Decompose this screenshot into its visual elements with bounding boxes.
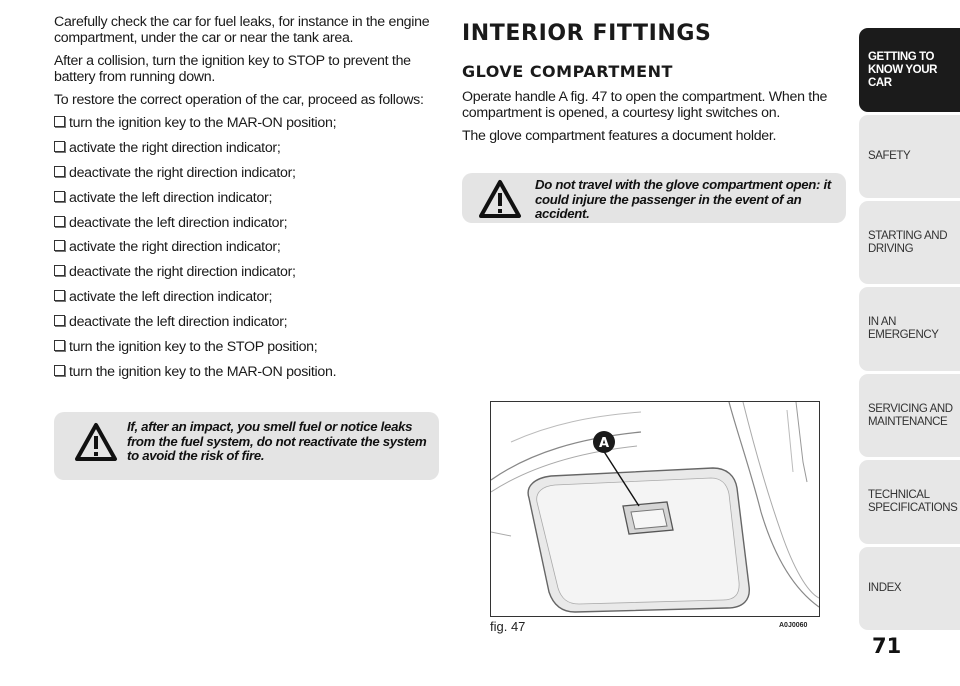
page-number: 71 (872, 634, 902, 658)
list-item: turn the ignition key to the MAR-ON position. (54, 364, 444, 380)
paragraph: Carefully check the car for fuel leaks, for instance in the engine compartment, under the car or near the tank area. (54, 14, 430, 46)
warning-text: Do not travel with the glove compartment open: it could injure the passenger in the event of an accident. (535, 177, 831, 221)
paragraph: The glove compartment features a document holder. (462, 128, 777, 144)
tab-servicing-and-maintenance[interactable]: SERVICING AND MAINTENANCE (859, 374, 960, 457)
glove-compartment-illustration (490, 401, 820, 617)
checkbox-bullet-icon (54, 240, 65, 251)
list-item: deactivate the right direction indicator; (54, 264, 444, 280)
tab-starting-and-driving[interactable]: STARTING AND DRIVING (859, 201, 960, 284)
paragraph: After a collision, turn the ignition key to STOP to prevent the battery from running down. (54, 53, 411, 85)
checkbox-bullet-icon (54, 191, 65, 202)
procedure-list (54, 115, 444, 380)
section-title: INTERIOR FITTINGS (462, 21, 712, 46)
left-column (54, 14, 444, 389)
checkbox-bullet-icon (54, 365, 65, 376)
paragraph: To restore the correct operation of the car, proceed as follows: (54, 92, 424, 108)
checkbox-bullet-icon (54, 315, 65, 326)
figure-code: A0J0060 (779, 622, 808, 629)
warning-triangle-icon (478, 179, 522, 219)
list-item: activate the left direction indicator; (54, 289, 444, 305)
warning-triangle-icon (74, 422, 118, 462)
tab-getting-to-know-your-car[interactable]: GETTING TO KNOW YOUR CAR (859, 28, 960, 112)
tab-technical-specifications[interactable]: TECHNICAL SPECIFICATIONS (859, 460, 960, 544)
checkbox-bullet-icon (54, 216, 65, 227)
list-item: activate the right direction indicator; (54, 239, 444, 255)
list-item: turn the ignition key to the MAR-ON position; (54, 115, 444, 131)
checkbox-bullet-icon (54, 141, 65, 152)
checkbox-bullet-icon (54, 116, 65, 127)
glove-compartment-warning (462, 173, 846, 223)
tab-index[interactable]: INDEX (859, 547, 960, 630)
paragraph: Operate handle A fig. 47 to open the compartment. When the compartment is opened, a courtesy light switches on. (462, 89, 828, 121)
warning-text: If, after an impact, you smell fuel or notice leaks from the fuel system, do not reactivate the system to avoid the risk of fire. (127, 419, 427, 463)
checkbox-bullet-icon (54, 290, 65, 301)
list-item: deactivate the left direction indicator; (54, 215, 444, 231)
list-item: deactivate the right direction indicator; (54, 165, 444, 181)
tab-in-an-emergency[interactable]: IN AN EMERGENCY (859, 287, 960, 371)
list-item: deactivate the left direction indicator; (54, 314, 444, 330)
middle-column (462, 22, 847, 151)
list-item: activate the right direction indicator; (54, 140, 444, 156)
subsection-title: GLOVE COMPARTMENT (462, 62, 673, 81)
glove-compartment-drawing (491, 402, 819, 616)
tab-safety[interactable]: SAFETY (859, 115, 960, 198)
checkbox-bullet-icon (54, 166, 65, 177)
checkbox-bullet-icon (54, 340, 65, 351)
checkbox-bullet-icon (54, 265, 65, 276)
figure-caption: fig. 47 (490, 619, 526, 634)
callout-label: A (598, 436, 610, 451)
list-item: activate the left direction indicator; (54, 190, 444, 206)
fuel-leak-warning (54, 412, 439, 480)
list-item: turn the ignition key to the STOP position; (54, 339, 444, 355)
